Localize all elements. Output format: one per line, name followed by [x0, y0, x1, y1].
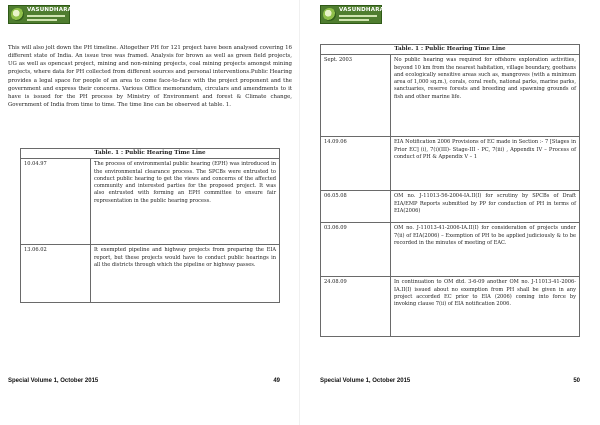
row-description: OM no. J-11013-41-2006-IA.II(I) for consideration of projects under 7(ii) of EIA(2006) – Exemption of PH to be applied judiciously & to be recorded in the minutes of meeting of EAC. [391, 223, 580, 277]
table-caption: Table. 1 : Public Hearing Time Line [20, 148, 280, 158]
table-row [321, 191, 580, 223]
timeline-table-continued [320, 44, 580, 337]
row-description: OM no. J-11013-56-2004-IA.II(I) for scrutiny by SPCBs of Draft EIA/EMP Reports submitted by PP for conduction of PH in terms of EIA(2006) [391, 191, 580, 223]
journal-logo-icon [11, 8, 24, 21]
row-description: EIA Notification 2006 Provisions of EC made in Section :- 7 [Stages in Prior EC] (i), 7(i)(III)- Stage-III - PC, 7(iii) , Appendix IV – Process of conduct of PH & Appendix V – 1 [391, 137, 580, 191]
row-description: No public hearing was required for offshore exploration activities, beyond 10 km from the nearest habitation, village boundary, goothans and ecologically sensitive areas such as, mangroves (with a minimum area of 1,000 sq.m.), corals, coral reefs, national parks, marine parks, sanctuaries, reserve forests and breeding and spawning grounds of fish and other marine life. [391, 55, 580, 137]
table-row [21, 245, 280, 303]
journal-tagline-bar-2 [27, 19, 57, 21]
table-row [21, 159, 280, 245]
row-date: 14.09.06 [321, 137, 391, 191]
body-paragraph: This will also jolt down the PH timeline. Altogether PH for 121 project have been analysed covering 16 different state of India. An issue tree was framed. Analysis for brown as well as green field projects, UG as well as opencast project, mining and non-mining projects, coal mining projects amongst mining projects, where data for PH collected from different sources and personal interventions.Public Hearing provides a legal space for people of an area to come face-to-face with the project proponent and the government and express their concerns. Various Office memorandum, circulars and amendments to it have is issued for the PH process by Ministry of Environment and forest & Climate change, Government of India from time to time. The time line can be observed at table. 1. [8, 45, 292, 109]
journal-header [8, 5, 73, 24]
journal-name: VASUNDHARA [27, 7, 73, 13]
table-caption: Table. 1 : Public Hearing Time Line [320, 44, 580, 54]
journal-tagline-bar [27, 15, 65, 17]
row-date: 10.04.97 [21, 159, 91, 245]
row-date: 13.06.02 [21, 245, 91, 303]
page-number: 50 [573, 378, 580, 384]
journal-logo-icon [323, 8, 336, 21]
journal-name: VASUNDHARA [339, 7, 385, 13]
footer-title: Special Volume 1, October 2015 [8, 378, 99, 384]
row-date: 24.08.09 [321, 277, 391, 337]
table-row [321, 277, 580, 337]
table-row [321, 223, 580, 277]
timeline-table [20, 148, 280, 303]
row-date: 06.05.08 [321, 191, 391, 223]
row-date: 03.06.09 [321, 223, 391, 277]
row-description: It exempted pipeline and highway projects from preparing the EIA report, but these projects would have to conduct public hearings in all the districts through which the pipeline or highway passes. [91, 245, 280, 303]
journal-tagline-bar [339, 15, 377, 17]
page-number: 49 [273, 378, 280, 384]
row-description: In continuation to OM dtd. 3-6-09 another OM no. J-11013-41-2006-IA.II(I) issued about no exemption from PH shall be given in any project accorded EC prior to EIA (2006) coming into force by invoking clause 7(ii) of EIA notification 2006. [391, 277, 580, 337]
footer-title: Special Volume 1, October 2015 [320, 378, 411, 384]
row-description: The process of environmental public hearing (EPH) was introduced in the environmental clearance process. The SPCBs were entrusted to conduct public hearing to get the views and concerns of the affected community and interested parties for the proposed project. It was also entrusted with forming an EPH committee to ensure fair representation in the public hearing process. [91, 159, 280, 245]
table-row [321, 55, 580, 137]
table-row [321, 137, 580, 191]
journal-tagline-bar-2 [339, 19, 369, 21]
journal-header [320, 5, 385, 24]
row-date: Sept. 2003 [321, 55, 391, 137]
